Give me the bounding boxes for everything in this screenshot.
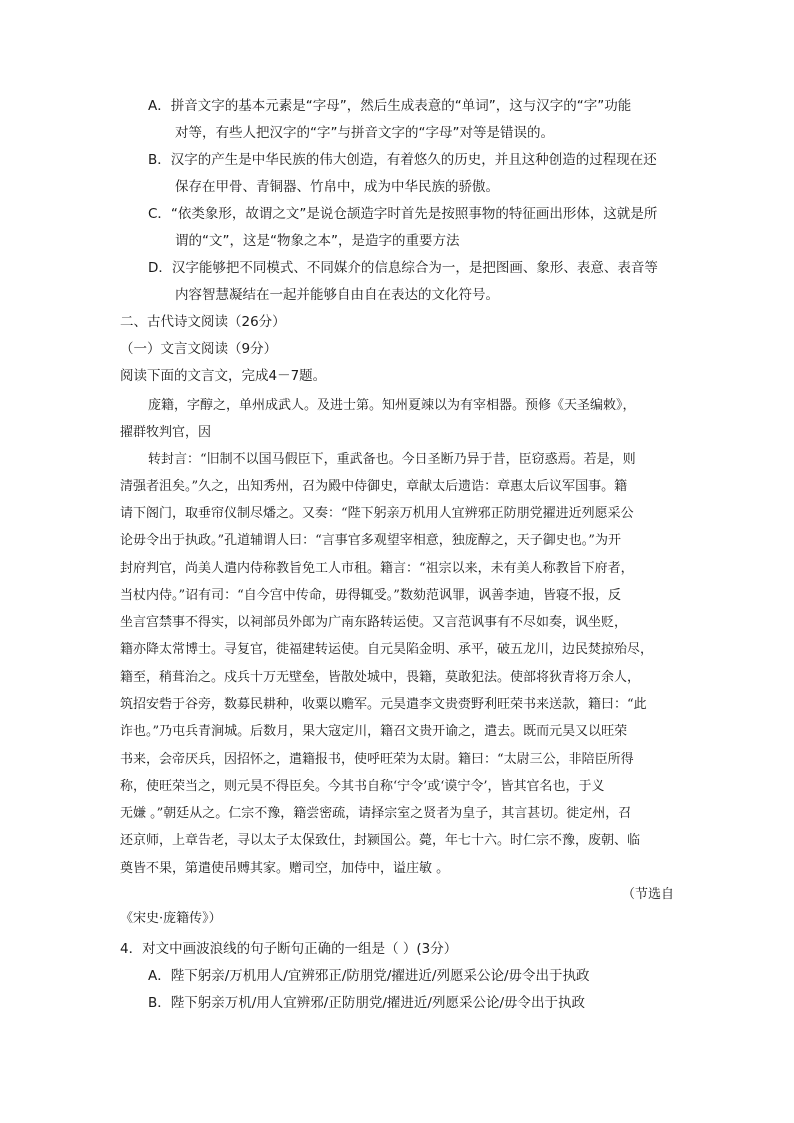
passage-line: 籍至，稍葺治之。戍兵十万无壁垒，皆散处城中，畏籍，莫敢犯法。使部将狄青将万余人，: [120, 670, 641, 685]
section-title: 二、古代诗文阅读（26分）: [120, 314, 286, 330]
source-citation-head: （节选自: [621, 887, 674, 902]
passage-line: 封府判官，尚美人遣内侍称教旨免工人市租。籍言：“祖宗以来，未有美人称教旨下府者，: [120, 561, 634, 576]
option-c-line2: 谓的“文”，这是“物象之本”，是造字的重要方法: [175, 233, 460, 249]
reading-instruction: 阅读下面的文言文，完成4－7题。: [120, 368, 327, 384]
passage-line: 擢群牧判官，因: [120, 425, 212, 440]
passage-line: 籍亦降太常博士。寻复官，徙福建转运使。自元昊陷金明、承平，破五龙川，边民焚掠殆尽，: [120, 642, 654, 657]
passage-line: 请下阁门，取垂帘仪制尽燔之。又奏：“陛下躬亲万机用人宜辨邪正防朋党擢进近列愿采公: [120, 506, 634, 521]
passage-line: 当杖内侍。”诏有司：“自今宫中传命，毋得辄受。”数劾范讽罪，讽善李迪，皆寝不报，反: [120, 588, 621, 603]
passage-line: 还京师，上章告老，寻以太子太保致仕，封颍国公。薨，年七十六。时仁宗不豫，废朝、临: [120, 833, 641, 848]
passage-line: 书来，会帝厌兵，因招怀之，遣籍报书，使呼旺荣为太尉。籍曰：“太尉三公，非陪臣所得: [120, 752, 634, 767]
passage-line: 称，使旺荣当之，则元昊不得臣矣。今其书自称‘宁令’或‘谟宁令’，皆其官名也，于义: [120, 779, 605, 794]
subsection-title: （一）文言文阅读（9分）: [120, 341, 278, 357]
question-4-stem: 4．对文中画波浪线的句子断句正确的一组是（ ）(3分）: [120, 941, 458, 957]
question-4-option-a: A．陛下躬亲/万机用人/宜辨邪正/防朋党/擢进近/列愿采公论/毋令出于执政: [148, 968, 590, 984]
option-b-line1: B．汉字的产生是中华民族的伟大创造，有着悠久的历史，并且这种创造的过程现在还: [148, 152, 657, 168]
passage-line: 转封言：“旧制不以国马假臣下，重武备也。今日圣断乃异于昔，臣窃惑焉。若是，则: [148, 452, 636, 467]
question-4-option-b: B．陛下躬亲万机/用人宜辨邪/正防朋党/擢进近/列愿采公论/毋令出于执政: [148, 995, 586, 1011]
passage-line: 坐言宫禁事不得实，以祠部员外郎为广南东路转运使。又言范讽事有不尽如奏，讽坐贬，: [120, 615, 628, 630]
option-d-line2: 内容智慧凝结在一起并能够自由自在表达的文化符号。: [175, 287, 499, 303]
option-a-line1: A．拼音文字的基本元素是“字母”，然后生成表意的“单词”，这与汉字的“字”功能: [148, 98, 632, 114]
passage-line: 诈也。”乃屯兵青涧城。后数月，果大寇定川，籍召文贵开谕之，遣去。既而元昊又以旺荣: [120, 724, 628, 739]
passage-line: 奠皆不果，第遣使吊赙其家。赠司空，加侍中，谥庄敏 。: [120, 861, 450, 876]
passage-line: 论毋令出于执政。”孔道辅谓人曰：“言事官多观望宰相意，独庞醇之，天子御史也。”为开: [120, 533, 621, 548]
source-citation-tail: 《宋史·庞籍传》）: [120, 911, 222, 926]
option-c-line1: C．“依类象形，故谓之文”是说仓颉造字时首先是按照事物的特征画出形体，这就是所: [148, 206, 658, 222]
option-d-line1: D．汉字能够把不同模式、不同媒介的信息综合为一，是把图画、象形、表意、表音等: [148, 260, 658, 276]
option-b-line2: 保存在甲骨、青铜器、竹帛中，成为中华民族的骄傲。: [175, 179, 499, 195]
passage-line: 筑招安砦于谷旁，数募民耕种，收粟以赡军。元昊遣李文贵赍野利旺荣书来送款，籍曰：“此: [120, 697, 647, 712]
option-a-line2: 对等，有些人把汉字的“字”与拼音文字的“字母”对等是错误的。: [175, 125, 554, 141]
passage-line: 清强者沮矣。”久之，出知秀州，召为殿中侍御史，章献太后遗诰：章惠太后议军国事。籍: [120, 479, 628, 494]
passage-line: 无嫌 。”朝廷从之。仁宗不豫，籍尝密疏，请择宗室之贤者为皇子，其言甚切。徙定州，召: [120, 806, 632, 821]
passage-line: 庞籍，字醇之，单州成武人。及进士第。知州夏竦以为有宰相器。预修《天圣编敕》，: [148, 398, 636, 413]
